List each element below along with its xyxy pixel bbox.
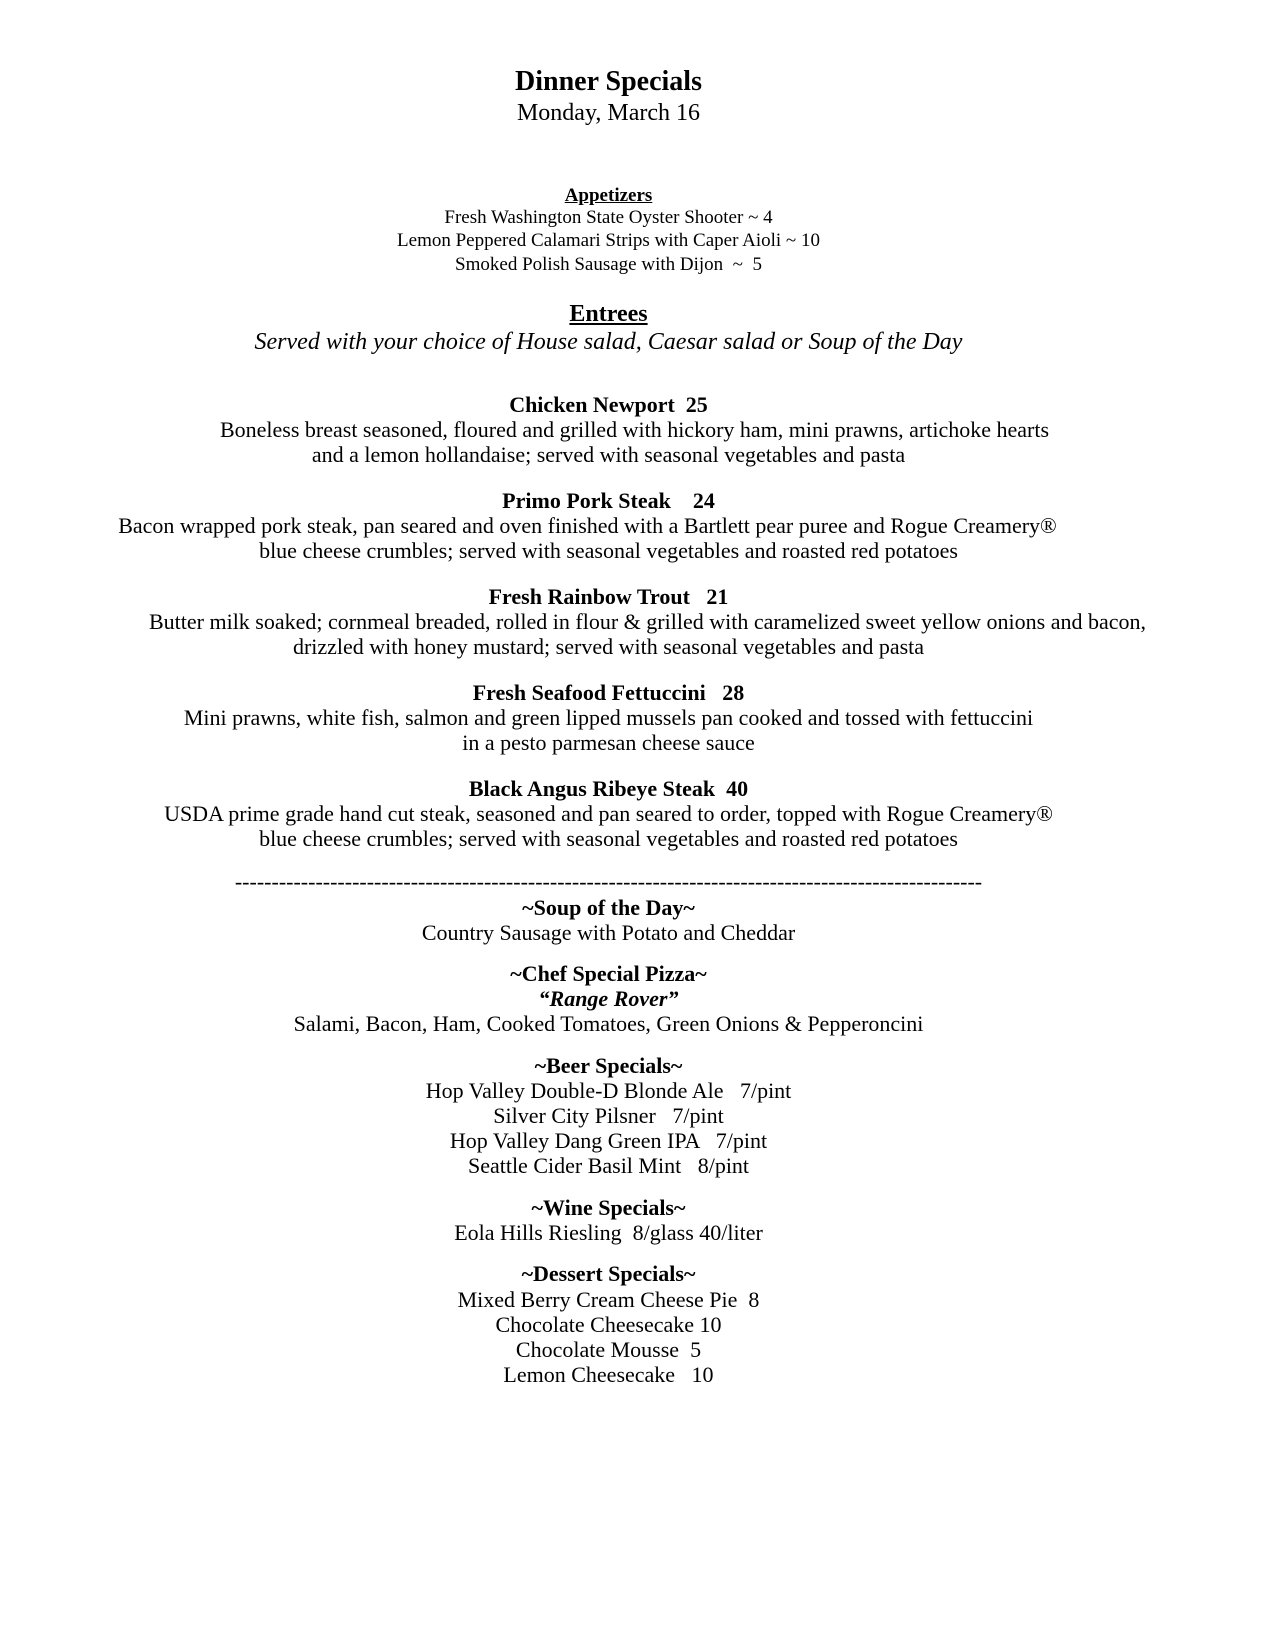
entree-name: Fresh Seafood Fettuccini 28 <box>472 680 745 705</box>
wine-item: Eola Hills Riesling 8/glass 40/liter <box>454 1220 763 1245</box>
soup-heading: ~Soup of the Day~ <box>522 895 695 920</box>
entree-desc: blue cheese crumbles; served with seasonal vegetables and roasted red potatoes <box>259 538 958 563</box>
dessert-item: Lemon Cheesecake 10 <box>503 1362 714 1387</box>
entree-name: Black Angus Ribeye Steak 40 <box>468 776 749 801</box>
pizza-heading: ~Chef Special Pizza~ <box>510 961 707 986</box>
pizza-name: “Range Rover” <box>538 986 679 1011</box>
soup-item: Country Sausage with Potato and Cheddar <box>421 920 796 945</box>
entree-desc: and a lemon hollandaise; served with seasonal vegetables and pasta <box>311 442 906 467</box>
entree-desc: Boneless breast seasoned, floured and grilled with hickory ham, mini prawns, artichoke hearts <box>219 417 1050 442</box>
dessert-item: Mixed Berry Cream Cheese Pie 8 <box>457 1287 760 1312</box>
section-divider: ------------------------------------------------------------------------------------------------------ <box>234 869 983 894</box>
appetizer-item: Fresh Washington State Oyster Shooter ~ 4 <box>444 207 773 228</box>
wine-heading: ~Wine Specials~ <box>531 1195 686 1220</box>
appetizer-item: Lemon Peppered Calamari Strips with Caper Aioli ~ 10 <box>397 230 820 251</box>
entree-desc: Mini prawns, white fish, salmon and green lipped mussels pan cooked and tossed with fettuccini <box>183 705 1034 730</box>
appetizer-item: Smoked Polish Sausage with Dijon ~ 5 <box>455 254 762 275</box>
pizza-item: Salami, Bacon, Ham, Cooked Tomatoes, Green Onions & Pepperoncini <box>293 1011 924 1036</box>
entree-desc: in a pesto parmesan cheese sauce <box>462 730 755 755</box>
entrees-heading: Entrees <box>569 301 648 327</box>
entree-desc: Butter milk soaked; cornmeal breaded, rolled in flour & grilled with caramelized sweet yellow onions and bacon, <box>148 609 1147 634</box>
beer-item: Hop Valley Double-D Blonde Ale 7/pint <box>425 1078 792 1103</box>
entree-desc: drizzled with honey mustard; served with seasonal vegetables and pasta <box>292 634 925 659</box>
beer-item: Hop Valley Dang Green IPA 7/pint <box>449 1128 768 1153</box>
dessert-item: Chocolate Cheesecake 10 <box>495 1312 722 1337</box>
beer-heading: ~Beer Specials~ <box>534 1053 683 1078</box>
entree-desc: blue cheese crumbles; served with seasonal vegetables and roasted red potatoes <box>259 826 958 851</box>
entree-name: Primo Pork Steak 24 <box>502 488 715 513</box>
appetizers-heading: Appetizers <box>564 185 653 206</box>
entrees-note: Served with your choice of House salad, Caesar salad or Soup of the Day <box>254 329 963 355</box>
entree-name: Chicken Newport 25 <box>509 392 708 417</box>
dessert-heading: ~Dessert Specials~ <box>521 1261 696 1286</box>
entree-name: Fresh Rainbow Trout 21 <box>488 584 729 609</box>
menu-date: Monday, March 16 <box>516 100 701 126</box>
dessert-item: Chocolate Mousse 5 <box>515 1337 702 1362</box>
entree-desc: Bacon wrapped pork steak, pan seared and oven finished with a Bartlett pear puree and Rogue Creamery® <box>118 513 1057 538</box>
beer-item: Silver City Pilsner 7/pint <box>493 1103 724 1128</box>
entree-desc: USDA prime grade hand cut steak, seasoned and pan seared to order, topped with Rogue Creamery® <box>164 801 1053 826</box>
beer-item: Seattle Cider Basil Mint 8/pint <box>467 1153 750 1178</box>
page-title: Dinner Specials <box>515 66 702 97</box>
